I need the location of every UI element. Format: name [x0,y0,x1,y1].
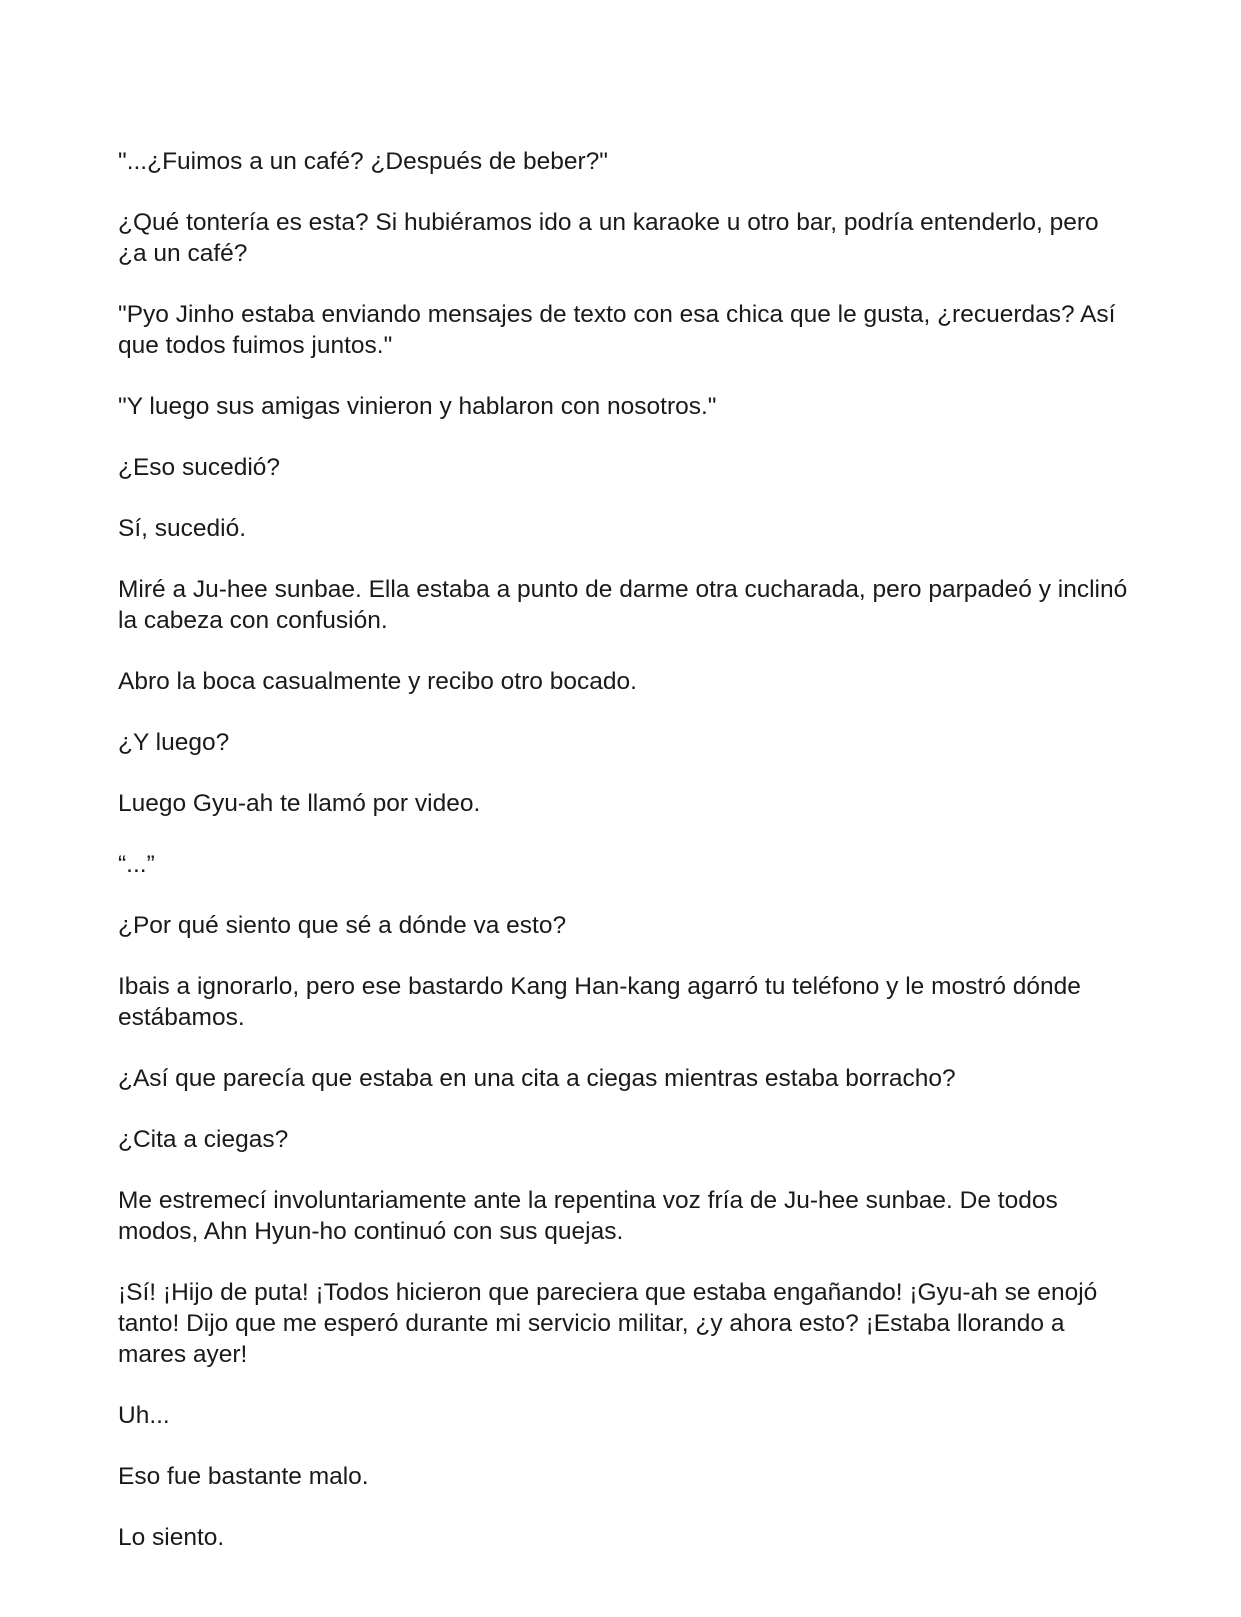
paragraph: ¿Eso sucedió? [118,454,281,481]
paragraph: ¿Cita a ciegas? [118,1126,289,1153]
paragraph: ¿Y luego? [118,729,230,756]
paragraph: "...¿Fuimos a un café? ¿Después de beber?" [118,148,608,175]
paragraph: ¿Por qué siento que sé a dónde va esto? [118,912,567,939]
paragraph: Abro la boca casualmente y recibo otro bocado. [118,668,637,695]
paragraph: Sí, sucedió. [118,515,247,542]
paragraph: Me estremecí involuntariamente ante la repentina voz fría de Ju-hee sunbae. De todos modos, Ahn Hyun-ho continuó con sus quejas. [118,1187,1058,1245]
paragraph: “...” [118,851,155,878]
paragraph: Lo siento. [118,1524,225,1551]
paragraph: ¿Así que parecía que estaba en una cita a ciegas mientras estaba borracho? [118,1065,956,1092]
paragraph: Miré a Ju-hee sunbae. Ella estaba a punto de darme otra cucharada, pero parpadeó y inclinó la cabeza con confusión. [118,576,1128,634]
paragraph: Eso fue bastante malo. [118,1463,369,1490]
paragraph: "Y luego sus amigas vinieron y hablaron con nosotros." [118,393,717,420]
paragraph: ¡Sí! ¡Hijo de puta! ¡Todos hicieron que pareciera que estaba engañando! ¡Gyu-ah se enojó tanto! Dijo que me esperó durante mi servicio militar, ¿y ahora esto? ¡Estaba llorando a mares ayer! [118,1279,1098,1368]
paragraph: "Pyo Jinho estaba enviando mensajes de texto con esa chica que le gusta, ¿recuerdas? Así que todos fuimos juntos." [118,301,1116,359]
paragraph: ¿Qué tontería es esta? Si hubiéramos ido a un karaoke u otro bar, podría entenderlo, pero ¿a un café? [118,209,1099,267]
document-body [118,146,1128,1583]
paragraph: Luego Gyu-ah te llamó por video. [118,790,481,817]
paragraph: Uh... [118,1402,170,1429]
paragraph: Ibais a ignorarlo, pero ese bastardo Kang Han-kang agarró tu teléfono y le mostró dónde estábamos. [118,973,1081,1031]
